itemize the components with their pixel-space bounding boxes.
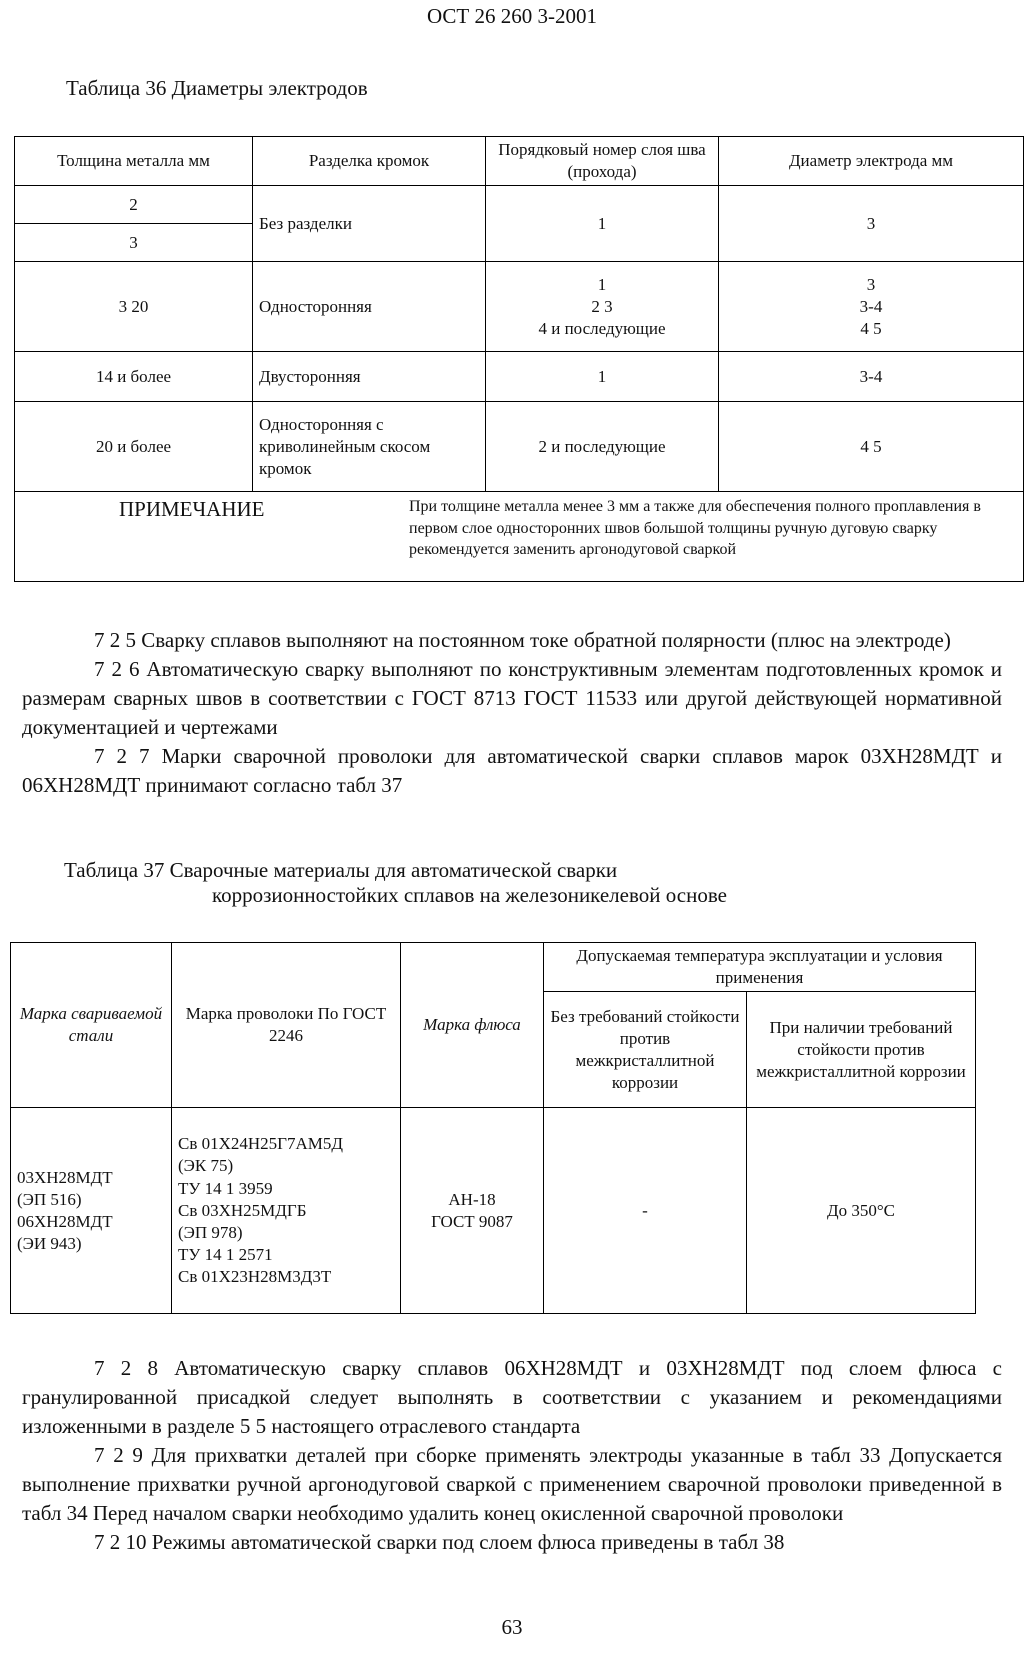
table-37-caption	[64, 858, 727, 908]
layer-line: 1	[597, 274, 607, 294]
paragraph: 7 2 5 Сварку сплавов выполняют на постоянном токе обратной полярности (плюс на электроде)	[94, 628, 951, 652]
col-header-wire: Марка проволоки По ГОСТ 2246	[172, 943, 401, 1108]
cell-layer	[486, 262, 719, 352]
cell-without-requirements: -	[544, 1108, 747, 1314]
cell-edge: Односторонняя с криволинейным скосом кромок	[253, 402, 486, 492]
col-header-steel: Марка свариваемой стали	[11, 943, 172, 1108]
col-header-diameter: Диаметр электрода мм	[719, 137, 1024, 186]
paragraph: 7 2 10 Режимы автоматической сварки под слоем флюса приведены в табл 38	[94, 1530, 785, 1554]
document-header: ОСТ 26 260 3-2001	[427, 4, 597, 28]
wire-line: (ЭК 75)	[178, 1156, 234, 1176]
cell-thickness: 3	[15, 224, 253, 262]
caption-line: Таблица 37 Сварочные материалы для автоматической сварки	[64, 858, 618, 882]
col-header-edge: Разделка кромок	[253, 137, 486, 186]
col-header-temperature: Допускаемая температура эксплуатации и условия применения	[544, 943, 976, 992]
diameter-line: 3-4	[859, 296, 883, 316]
wire-line: (ЭП 978)	[178, 1222, 243, 1242]
table-36-caption: Таблица 36 Диаметры электродов	[66, 76, 368, 100]
layer-line: 2 3	[591, 296, 613, 316]
wire-line: Св 01Х24Н25Г7АМ5Д	[178, 1134, 343, 1154]
cell-layer: 1	[486, 352, 719, 402]
cell-flux	[401, 1108, 544, 1314]
col-header-with-requirements: При наличии требований стойкости против межкристаллитной коррозии	[747, 992, 976, 1108]
paragraph: 7 2 7 Марки сварочной проволоки для автоматической сварки сплавов марок 03ХН28МДТ и 06ХН28МДТ принимают согласно табл 37	[22, 744, 1002, 797]
steel-line: 06ХН28МДТ	[17, 1211, 113, 1231]
caption-line: коррозионностойких сплавов на железоникелевой основе	[212, 883, 727, 907]
cell-thickness: 2	[15, 186, 253, 224]
col-header-flux: Марка флюса	[401, 943, 544, 1108]
page-number: 63	[501, 1615, 523, 1639]
diameter-line: 3	[866, 274, 876, 294]
table-36	[14, 136, 1024, 582]
col-header-without-requirements: Без требований стойкости против межкристаллитной коррозии	[544, 992, 747, 1108]
wire-line: Св 03ХН25МДГБ	[178, 1200, 307, 1220]
cell-diameter	[719, 262, 1024, 352]
cell-steel	[11, 1108, 172, 1314]
note-text: При толщине металла менее 3 мм а также для обеспечения полного проплавления в первом слое односторонних швов большой толщины ручную дуговую сварку рекомендуется заменить аргонодуговой сваркой	[409, 498, 981, 559]
cell-wire	[172, 1108, 401, 1314]
steel-line: (ЭП 516)	[17, 1189, 82, 1209]
wire-line: Св 01Х23Н28М3Д3Т	[178, 1266, 332, 1286]
paragraph: 7 2 9 Для прихватки деталей при сборке применять электроды указанные в табл 33 Допускается выполнение прихватки ручной аргонодуговой сваркой с применением сварочной проволоки приведенной в табл 34 Перед началом сварки необходимо удалить конец окисленной сварочной проволоки	[22, 1443, 1002, 1525]
paragraphs-block-a	[22, 626, 1002, 800]
cell-layer: 2 и последующие	[486, 402, 719, 492]
col-header-layer: Порядковый номер слоя шва (прохода)	[486, 137, 719, 186]
paragraph: 7 2 8 Автоматическую сварку сплавов 06ХН28МДТ и 03ХН28МДТ под слоем флюса с гранулированной присадкой следует выполнять в соответствии с указанием и рекомендациями изложенными в разделе 5 5 настоящего отраслевого стандарта	[22, 1356, 1002, 1438]
cell-edge: Двусторонняя	[253, 352, 486, 402]
col-header-thickness: Толщина металла мм	[15, 137, 253, 186]
wire-line: ТУ 14 1 3959	[178, 1178, 273, 1198]
diameter-line: 4 5	[860, 318, 882, 338]
note-label: ПРИМЕЧАНИЕ	[119, 497, 265, 522]
table-37	[10, 942, 976, 1314]
cell-thickness: 14 и более	[15, 352, 253, 402]
flux-line: АН-18	[448, 1189, 496, 1209]
table-36-note	[15, 492, 1024, 582]
cell-edge: Без разделки	[253, 186, 486, 262]
cell-layer: 1	[486, 186, 719, 262]
layer-line: 4 и последующие	[538, 318, 666, 338]
steel-line: (ЭИ 943)	[17, 1233, 82, 1253]
cell-edge: Односторонняя	[253, 262, 486, 352]
cell-diameter: 4 5	[719, 402, 1024, 492]
paragraphs-block-b	[22, 1354, 1002, 1557]
wire-line: ТУ 14 1 2571	[178, 1244, 273, 1264]
cell-with-requirements: До 350°С	[747, 1108, 976, 1314]
cell-diameter: 3-4	[719, 352, 1024, 402]
cell-diameter: 3	[719, 186, 1024, 262]
cell-thickness: 20 и более	[15, 402, 253, 492]
cell-thickness: 3 20	[15, 262, 253, 352]
flux-line: ГОСТ 9087	[431, 1211, 513, 1231]
paragraph: 7 2 6 Автоматическую сварку выполняют по конструктивным элементам подготовленных кромок и размерам сварных швов в соответствии с ГОСТ 8713 ГОСТ 11533 или другой действующей нормативной документацией и чертежами	[22, 657, 1002, 739]
steel-line: 03ХН28МДТ	[17, 1167, 113, 1187]
